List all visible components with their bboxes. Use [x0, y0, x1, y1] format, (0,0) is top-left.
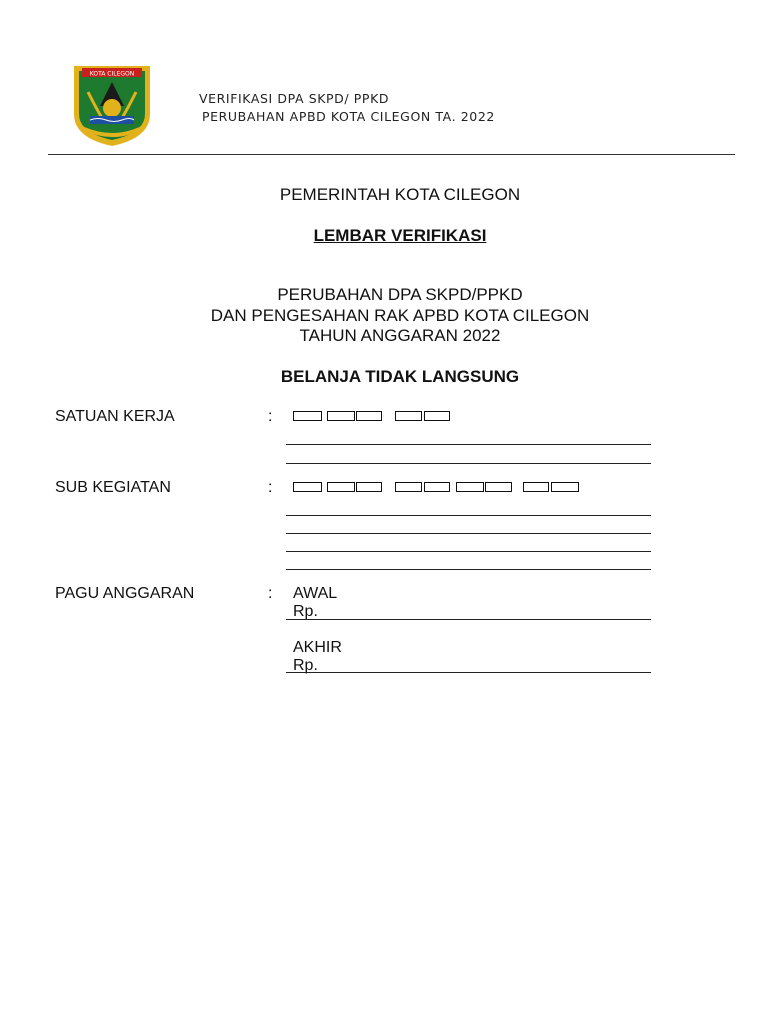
satuan-kerja-label: SATUAN KERJA	[55, 408, 175, 425]
government-name: PEMERINTAH KOTA CILEGON	[279, 185, 521, 204]
awal-label: AWAL	[293, 585, 338, 602]
sub-kegiatan-line[interactable]	[286, 551, 651, 552]
section-heading: BELANJA TIDAK LANGSUNG	[280, 367, 520, 386]
code-box[interactable]	[327, 411, 355, 421]
sub-kegiatan-line[interactable]	[286, 569, 651, 570]
kota-cilegon-logo	[68, 62, 156, 148]
akhir-rp-label: Rp.	[293, 657, 318, 674]
colon: :	[268, 585, 273, 602]
sub-kegiatan-label: SUB KEGIATAN	[55, 479, 171, 496]
code-box[interactable]	[356, 482, 382, 492]
header-line-2: PERUBAHAN APBD KOTA CILEGON TA. 2022	[202, 109, 495, 124]
subtitle-line-1: PERUBAHAN DPA SKPD/PPKD	[277, 285, 523, 304]
satuan-kerja-line[interactable]	[286, 463, 651, 464]
code-box[interactable]	[424, 411, 450, 421]
code-box[interactable]	[523, 482, 549, 492]
code-box[interactable]	[551, 482, 579, 492]
code-box[interactable]	[293, 411, 322, 421]
code-box[interactable]	[424, 482, 450, 492]
code-box[interactable]	[485, 482, 512, 492]
akhir-amount-line[interactable]	[286, 672, 651, 673]
awal-rp-label: Rp.	[293, 603, 318, 620]
code-box[interactable]	[293, 482, 322, 492]
header-divider	[48, 154, 735, 155]
header-line-1: VERIFIKASI DPA SKPD/ PPKD	[199, 91, 390, 106]
code-box[interactable]	[395, 482, 422, 492]
awal-amount-line[interactable]	[286, 619, 651, 620]
code-box[interactable]	[327, 482, 355, 492]
code-box[interactable]	[456, 482, 484, 492]
subtitle-line-3: TAHUN ANGGARAN 2022	[299, 326, 501, 345]
document-title: LEMBAR VERIFIKASI	[313, 226, 487, 245]
sub-kegiatan-line[interactable]	[286, 533, 651, 534]
satuan-kerja-line[interactable]	[286, 444, 651, 445]
sub-kegiatan-code-boxes[interactable]	[0, 482, 768, 494]
sub-kegiatan-line[interactable]	[286, 515, 651, 516]
satuan-kerja-code-boxes[interactable]	[0, 411, 768, 423]
code-box[interactable]	[395, 411, 422, 421]
subtitle-line-2: DAN PENGESAHAN RAK APBD KOTA CILEGON	[210, 306, 590, 325]
colon: :	[268, 408, 273, 425]
akhir-label: AKHIR	[293, 639, 342, 656]
pagu-anggaran-label: PAGU ANGGARAN	[55, 585, 195, 602]
logo-lettering: KOTA CILEGON	[89, 70, 135, 78]
code-box[interactable]	[356, 411, 382, 421]
colon: :	[268, 479, 273, 496]
